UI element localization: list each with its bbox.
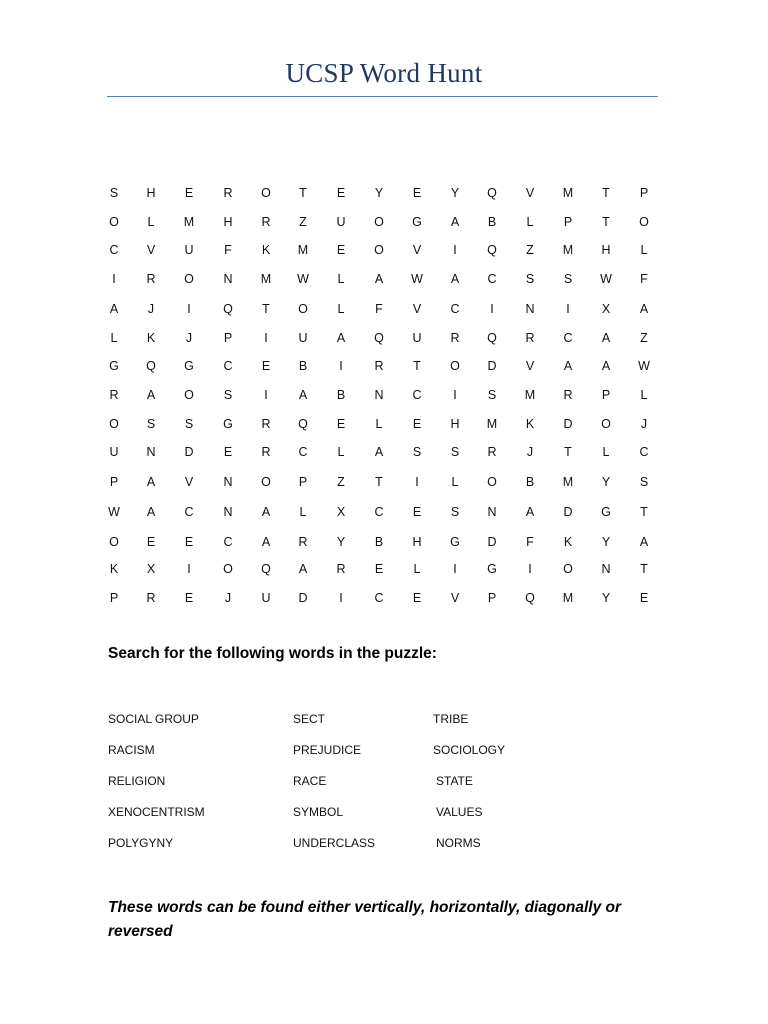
grid-letter: O: [184, 388, 194, 402]
grid-letter: T: [640, 505, 648, 519]
grid-letter: V: [525, 359, 535, 373]
grid-letter: N: [223, 475, 233, 489]
grid-letter: S: [223, 388, 233, 402]
grid-letter: L: [451, 475, 459, 489]
grid-letter: M: [486, 417, 498, 431]
grid-letter: A: [525, 505, 535, 519]
grid-letter: T: [375, 475, 383, 489]
grid-letter: M: [183, 215, 195, 229]
grid-letter: O: [109, 215, 119, 229]
grid-letter: L: [337, 445, 345, 459]
grid-letter: I: [187, 302, 191, 316]
grid-letter: B: [298, 359, 308, 373]
grid-letter: P: [298, 475, 308, 489]
word-list-item: UNDERCLASS: [293, 836, 376, 850]
grid-letter: G: [109, 359, 119, 373]
grid-letter: Y: [336, 535, 346, 549]
grid-letter: S: [109, 186, 119, 200]
grid-letter: U: [298, 331, 308, 345]
grid-letter: K: [261, 243, 271, 257]
grid-letter: I: [339, 359, 343, 373]
grid-letter: E: [184, 591, 194, 605]
word-list-item: TRIBE: [433, 712, 469, 726]
grid-letter: D: [487, 359, 497, 373]
grid-letter: P: [109, 475, 119, 489]
grid-letter: I: [264, 388, 268, 402]
grid-letter: L: [640, 388, 648, 402]
grid-letter: E: [261, 359, 271, 373]
grid-letter: N: [223, 505, 233, 519]
grid-letter: I: [264, 331, 268, 345]
grid-letter: Q: [374, 331, 384, 345]
grid-letter: R: [261, 215, 271, 229]
grid-letter: N: [223, 272, 233, 286]
grid-letter: W: [600, 272, 612, 286]
grid-letter: A: [298, 562, 308, 576]
grid-letter: G: [487, 562, 497, 576]
grid-letter: L: [337, 302, 345, 316]
grid-letter: S: [450, 445, 460, 459]
grid-letter: Y: [601, 535, 611, 549]
grid-letter: A: [336, 331, 346, 345]
grid-letter: U: [184, 243, 194, 257]
grid-letter: E: [223, 445, 233, 459]
grid-letter: C: [487, 272, 497, 286]
grid-letter: S: [487, 388, 497, 402]
grid-letter: I: [187, 562, 191, 576]
grid-letter: G: [601, 505, 611, 519]
grid-letter: O: [374, 215, 384, 229]
grid-letter: B: [525, 475, 535, 489]
grid-letter: H: [146, 186, 156, 200]
grid-letter: V: [412, 243, 422, 257]
grid-letter: C: [223, 359, 233, 373]
grid-letter: E: [184, 535, 194, 549]
grid-letter: C: [374, 505, 384, 519]
grid-letter: F: [375, 302, 383, 316]
grid-letter: A: [639, 535, 649, 549]
grid-letter: R: [146, 272, 156, 286]
grid-letter: C: [109, 243, 119, 257]
grid-letter: U: [336, 215, 346, 229]
grid-letter: D: [487, 535, 497, 549]
grid-letter: O: [450, 359, 460, 373]
grid-letter: O: [374, 243, 384, 257]
grid-letter: S: [184, 417, 194, 431]
grid-letter: Q: [487, 331, 497, 345]
grid-letter: R: [109, 388, 119, 402]
grid-letter: O: [261, 475, 271, 489]
grid-letter: N: [601, 562, 611, 576]
grid-letter: S: [525, 272, 535, 286]
grid-letter: N: [487, 505, 497, 519]
grid-letter: E: [412, 591, 422, 605]
grid-letter: E: [336, 186, 346, 200]
grid-letter: O: [487, 475, 497, 489]
grid-letter: Q: [487, 186, 497, 200]
grid-letter: I: [112, 272, 116, 286]
grid-letter: P: [487, 591, 497, 605]
grid-letter: K: [109, 562, 119, 576]
grid-letter: V: [184, 475, 194, 489]
grid-letter: T: [602, 186, 610, 200]
grid-letter: A: [601, 331, 611, 345]
grid-letter: A: [261, 535, 271, 549]
grid-letter: O: [563, 562, 573, 576]
grid-letter: S: [563, 272, 573, 286]
grid-letter: L: [147, 215, 155, 229]
grid-letter: Z: [526, 243, 534, 257]
grid-letter: N: [525, 302, 535, 316]
grid-letter: C: [412, 388, 422, 402]
grid-letter: M: [260, 272, 272, 286]
grid-letter: T: [602, 215, 610, 229]
grid-letter: R: [298, 535, 308, 549]
grid-letter: Y: [374, 186, 384, 200]
word-list-item: PREJUDICE: [293, 743, 362, 757]
grid-letter: R: [146, 591, 156, 605]
grid-letter: M: [524, 388, 536, 402]
instructions-text: Search for the following words in the puzzle:: [108, 645, 437, 662]
grid-letter: I: [566, 302, 570, 316]
grid-letter: O: [223, 562, 233, 576]
grid-letter: V: [450, 591, 460, 605]
grid-letter: F: [526, 535, 534, 549]
grid-letter: U: [412, 331, 422, 345]
grid-letter: C: [223, 535, 233, 549]
grid-letter: A: [374, 272, 384, 286]
grid-letter: T: [299, 186, 307, 200]
grid-letter: Q: [146, 359, 156, 373]
grid-letter: V: [412, 302, 422, 316]
grid-letter: L: [375, 417, 383, 431]
grid-letter: U: [109, 445, 119, 459]
grid-letter: R: [261, 445, 271, 459]
grid-letter: X: [146, 562, 156, 576]
grid-letter: O: [298, 302, 308, 316]
grid-letter: K: [563, 535, 573, 549]
grid-letter: A: [146, 475, 156, 489]
grid-letter: J: [224, 591, 232, 605]
grid-letter: G: [184, 359, 194, 373]
grid-letter: L: [526, 215, 534, 229]
grid-letter: W: [638, 359, 650, 373]
grid-letter: R: [336, 562, 346, 576]
grid-letter: I: [453, 562, 457, 576]
grid-letter: O: [184, 272, 194, 286]
grid-letter: W: [297, 272, 309, 286]
grid-letter: W: [411, 272, 423, 286]
grid-letter: G: [223, 417, 233, 431]
grid-letter: V: [525, 186, 535, 200]
grid-letter: A: [374, 445, 384, 459]
grid-letter: Q: [223, 302, 233, 316]
grid-letter: A: [639, 302, 649, 316]
grid-letter: I: [453, 388, 457, 402]
grid-letter: V: [146, 243, 156, 257]
grid-letter: I: [339, 591, 343, 605]
word-list-item: NORMS: [436, 836, 481, 850]
grid-letter: T: [564, 445, 572, 459]
grid-letter: H: [412, 535, 422, 549]
grid-letter: A: [109, 302, 119, 316]
grid-letter: X: [601, 302, 611, 316]
grid-letter: A: [146, 388, 156, 402]
grid-letter: P: [601, 388, 611, 402]
grid-letter: O: [601, 417, 611, 431]
grid-letter: R: [374, 359, 384, 373]
grid-letter: D: [563, 505, 573, 519]
grid-letter: O: [109, 417, 119, 431]
grid-letter: N: [374, 388, 384, 402]
word-list-item: RACISM: [108, 743, 155, 757]
grid-letter: G: [412, 215, 422, 229]
grid-letter: Q: [261, 562, 271, 576]
grid-letter: Q: [298, 417, 308, 431]
grid-letter: J: [147, 302, 155, 316]
grid-letter: O: [261, 186, 271, 200]
grid-letter: C: [374, 591, 384, 605]
grid-letter: P: [639, 186, 649, 200]
grid-letter: D: [184, 445, 194, 459]
grid-letter: B: [336, 388, 346, 402]
grid-letter: O: [109, 535, 119, 549]
grid-letter: Y: [450, 186, 460, 200]
word-list-item: SYMBOL: [293, 805, 344, 819]
word-list-item: RACE: [293, 774, 327, 788]
grid-letter: M: [562, 243, 574, 257]
grid-letter: C: [450, 302, 460, 316]
grid-letter: M: [562, 591, 574, 605]
grid-letter: J: [185, 331, 193, 345]
grid-letter: C: [639, 445, 649, 459]
grid-letter: A: [450, 215, 460, 229]
grid-letter: Z: [640, 331, 648, 345]
grid-letter: E: [639, 591, 649, 605]
grid-letter: R: [487, 445, 497, 459]
grid-letter: L: [110, 331, 118, 345]
grid-letter: S: [450, 505, 460, 519]
grid-letter: E: [412, 505, 422, 519]
grid-letter: J: [526, 445, 534, 459]
word-list-item: SOCIAL GROUP: [108, 712, 199, 726]
grid-letter: B: [374, 535, 384, 549]
grid-letter: A: [601, 359, 611, 373]
word-list-item: POLYGYNY: [108, 836, 174, 850]
grid-letter: S: [412, 445, 422, 459]
grid-letter: R: [223, 186, 233, 200]
grid-letter: F: [640, 272, 648, 286]
grid-letter: K: [525, 417, 535, 431]
grid-letter: G: [450, 535, 460, 549]
grid-letter: T: [262, 302, 270, 316]
grid-letter: R: [525, 331, 535, 345]
grid-letter: Y: [601, 475, 611, 489]
grid-letter: C: [563, 331, 573, 345]
grid-letter: E: [336, 417, 346, 431]
grid-letter: T: [413, 359, 421, 373]
page-title: UCSP Word Hunt: [285, 58, 483, 88]
grid-letter: L: [602, 445, 610, 459]
word-list-item: STATE: [436, 774, 473, 788]
grid-letter: D: [563, 417, 573, 431]
grid-letter: A: [146, 505, 156, 519]
word-list-item: XENOCENTRISM: [108, 805, 205, 819]
grid-letter: T: [640, 562, 648, 576]
grid-letter: L: [299, 505, 307, 519]
grid-letter: E: [336, 243, 346, 257]
grid-letter: Q: [487, 243, 497, 257]
grid-letter: Q: [525, 591, 535, 605]
grid-letter: D: [298, 591, 308, 605]
grid-letter: E: [412, 417, 422, 431]
grid-letter: U: [261, 591, 271, 605]
grid-letter: M: [297, 243, 309, 257]
grid-letter: M: [562, 475, 574, 489]
grid-letter: N: [146, 445, 156, 459]
grid-letter: L: [413, 562, 421, 576]
grid-letter: R: [261, 417, 271, 431]
grid-letter: S: [146, 417, 156, 431]
word-list-item: RELIGION: [108, 774, 166, 788]
grid-letter: I: [490, 302, 494, 316]
grid-letter: L: [640, 243, 648, 257]
grid-letter: P: [563, 215, 573, 229]
grid-letter: A: [298, 388, 308, 402]
grid-letter: W: [108, 505, 120, 519]
grid-letter: R: [450, 331, 460, 345]
grid-letter: H: [223, 215, 233, 229]
grid-letter: F: [224, 243, 232, 257]
grid-letter: A: [450, 272, 460, 286]
grid-letter: Z: [299, 215, 307, 229]
footer-note: These words can be found either vertically, horizontally, diagonally or reversed: [108, 899, 622, 940]
grid-letter: C: [184, 505, 194, 519]
grid-letter: E: [374, 562, 384, 576]
grid-letter: I: [453, 243, 457, 257]
grid-letter: E: [184, 186, 194, 200]
grid-letter: E: [146, 535, 156, 549]
grid-letter: H: [601, 243, 611, 257]
grid-letter: Y: [601, 591, 611, 605]
word-list-item: VALUES: [436, 805, 483, 819]
grid-letter: A: [261, 505, 271, 519]
grid-letter: O: [639, 215, 649, 229]
grid-letter: M: [562, 186, 574, 200]
grid-letter: R: [563, 388, 573, 402]
grid-letter: Z: [337, 475, 345, 489]
grid-letter: C: [298, 445, 308, 459]
word-list-item: SECT: [293, 712, 326, 726]
grid-letter: X: [336, 505, 346, 519]
grid-letter: A: [563, 359, 573, 373]
grid-letter: L: [337, 272, 345, 286]
grid-letter: I: [528, 562, 532, 576]
grid-letter: K: [146, 331, 156, 345]
word-list-item: SOCIOLOGY: [433, 743, 506, 757]
grid-letter: H: [450, 417, 460, 431]
grid-letter: B: [487, 215, 497, 229]
grid-letter: I: [415, 475, 419, 489]
grid-letter: P: [223, 331, 233, 345]
grid-letter: S: [639, 475, 649, 489]
grid-letter: P: [109, 591, 119, 605]
grid-letter: E: [412, 186, 422, 200]
grid-letter: J: [640, 417, 648, 431]
